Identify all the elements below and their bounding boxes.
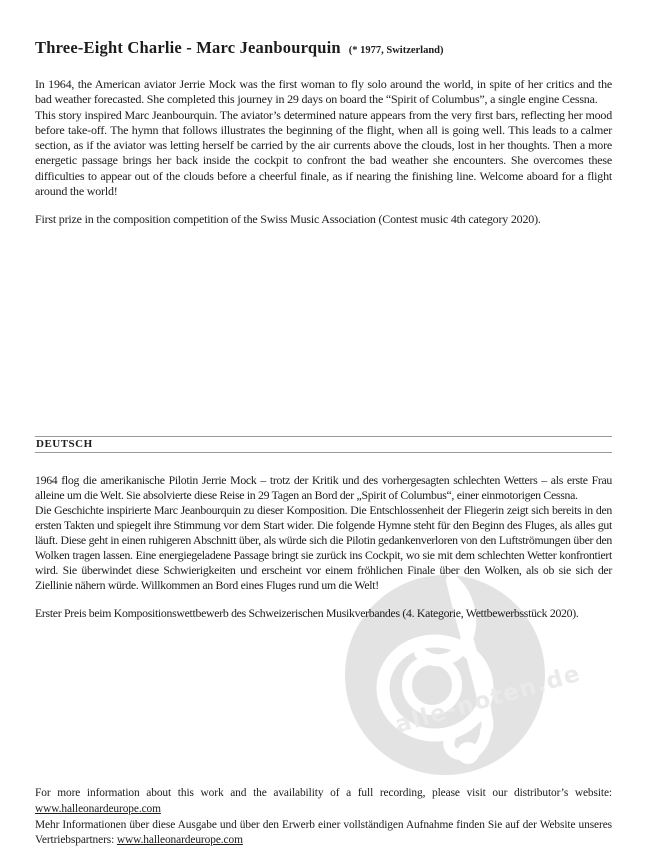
footer-german-text: Mehr Informationen über diese Ausgabe und über den Erwerb einer vollständigen Aufnahme finden Sie auf der Website unseres Vertriebspartners:	[35, 818, 612, 847]
footer-english-text: For more information about this work and the availability of a full recording, please visit our distributor’s website:	[35, 787, 612, 799]
page-title	[35, 38, 612, 58]
composer-birth-info: (* 1977, Switzerland)	[348, 45, 444, 56]
german-paragraph-2: Die Geschichte inspirierte Marc Jeanbourquin zu dieser Komposition. Die Entschlossenheit der Fliegerin zeigt sich bereits in den ersten Takten und spiegelt ihre Stimmung vor dem Start wider. Die folgende Hymne steht für den Beginn des Fluges, als alles gut läuft. Diese geht in einen ruhigeren Abschnitt über, als würde sich die Pilotin gedankenverloren von den Luftströmungen über den Wolken tragen lassen. Eine energiegeladene Passage bringt sie zurück ins Cockpit, wo sie mit dem schlechten Wetter konfrontiert wird. Sie überwindet diese Schwierigkeiten und erscheint vor einem fröhlichen Finale über den Wolken, als ob sie sich der Ziellinie nähern würde. Willkommen an Bord eines Fluges rund um die Welt!	[35, 503, 612, 592]
footer-english-line	[35, 786, 612, 818]
german-paragraph-1: 1964 flog die amerikanische Pilotin Jerrie Mock – trotz der Kritik und des vorhergesagten schlechten Wetters – als erste Frau alleine um die Welt. Sie absolvierte diese Reise in 29 Tagen an Bord der „Spirit of Columbus“, einer einmotorigen Cessna.	[35, 473, 612, 502]
english-section	[35, 77, 612, 228]
distributor-link-german[interactable]: www.halleonardeurope.com	[116, 834, 243, 847]
english-paragraph-1: In 1964, the American aviator Jerrie Mock was the first woman to fly solo around the world, in spite of her critics and the bad weather forecasted. She completed this journey in 29 days on board the “Spirit of Columbus”, a single engine Cessna.	[35, 77, 612, 107]
english-paragraph-2: This story inspired Marc Jeanbourquin. The aviator’s determined nature appears from the very first bars, reflecting her mood before take-off. The hymn that follows illustrates the beginning of the flight, when all is going well. This leads to a calmer section, as if the aviator was letting herself be carried by the air currents above the clouds, lost in her thoughts. Then a more energetic passage brings her back inside the cockpit to confront the bad weather she encounters. She overcomes these difficulties to appear out of the clouds before a cheerful finale, as if nearing the finishing line. Welcome aboard for a flight around the world!	[35, 107, 612, 199]
german-section	[35, 473, 612, 621]
deutsch-heading-label: DEUTSCH	[36, 438, 93, 450]
footer	[35, 786, 612, 849]
watermark-text: alle-noten.de	[392, 660, 585, 739]
german-prize-note: Erster Preis beim Kompositionswettbewerb des Schweizerischen Musikverbandes (4. Kategorie, Wettbewerbsstück 2020).	[35, 606, 579, 620]
distributor-link-english[interactable]: www.halleonardeurope.com	[35, 802, 161, 815]
work-title: Three-Eight Charlie - Marc Jeanbourquin	[35, 38, 341, 57]
deutsch-section-heading	[35, 436, 612, 453]
english-prize-note: First prize in the composition competition of the Swiss Music Association (Contest music 4th category 2020).	[35, 212, 541, 227]
footer-german-line	[35, 818, 612, 850]
